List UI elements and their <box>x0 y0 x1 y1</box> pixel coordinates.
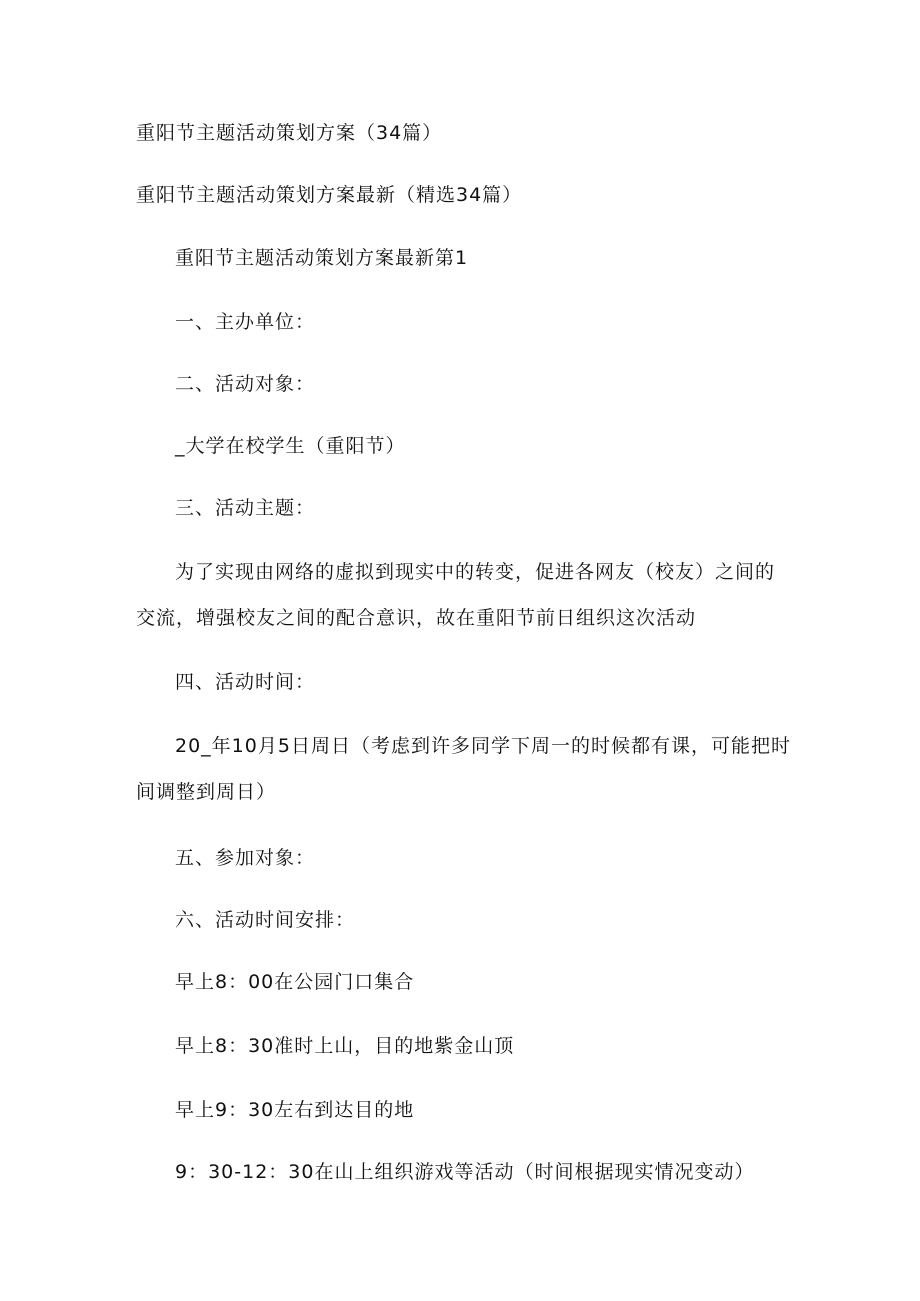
document-subtitle: 重阳节主题活动策划方案最新（精选34篇） <box>136 184 523 206</box>
audience-label: 二、活动对象： <box>175 373 316 395</box>
schedule-item: 9：30-12：30在山上组织游戏等活动（时间根据现实情况变动） <box>175 1161 755 1183</box>
schedule-label: 六、活动时间安排： <box>175 909 356 931</box>
theme-label: 三、活动主题： <box>175 497 316 519</box>
document-title: 重阳节主题活动策划方案（34篇） <box>136 122 443 144</box>
theme-text-line1: 为了实现由网络的虚拟到现实中的转变，促进各网友（校友）之间的 <box>175 561 776 583</box>
audience-text: _大学在校学生（重阳节） <box>175 435 406 457</box>
theme-text-line2: 交流，增强校友之间的配合意识，故在重阳节前日组织这次活动 <box>136 607 697 629</box>
time-text-line2: 间调整到周日） <box>136 781 277 803</box>
organizer-label: 一、主办单位： <box>175 311 316 333</box>
section-heading: 重阳节主题活动策划方案最新第1 <box>175 247 469 269</box>
participants-label: 五、参加对象： <box>175 847 316 869</box>
time-text-line1: 20_年10月5日周日（考虑到许多同学下周一的时候都有课，可能把时 <box>175 735 791 757</box>
schedule-item: 早上9：30左右到达目的地 <box>175 1099 415 1121</box>
schedule-item: 早上8：00在公园门口集合 <box>175 971 415 993</box>
schedule-item: 早上8：30准时上山，目的地紫金山顶 <box>175 1035 515 1057</box>
time-label: 四、活动时间： <box>175 671 316 693</box>
